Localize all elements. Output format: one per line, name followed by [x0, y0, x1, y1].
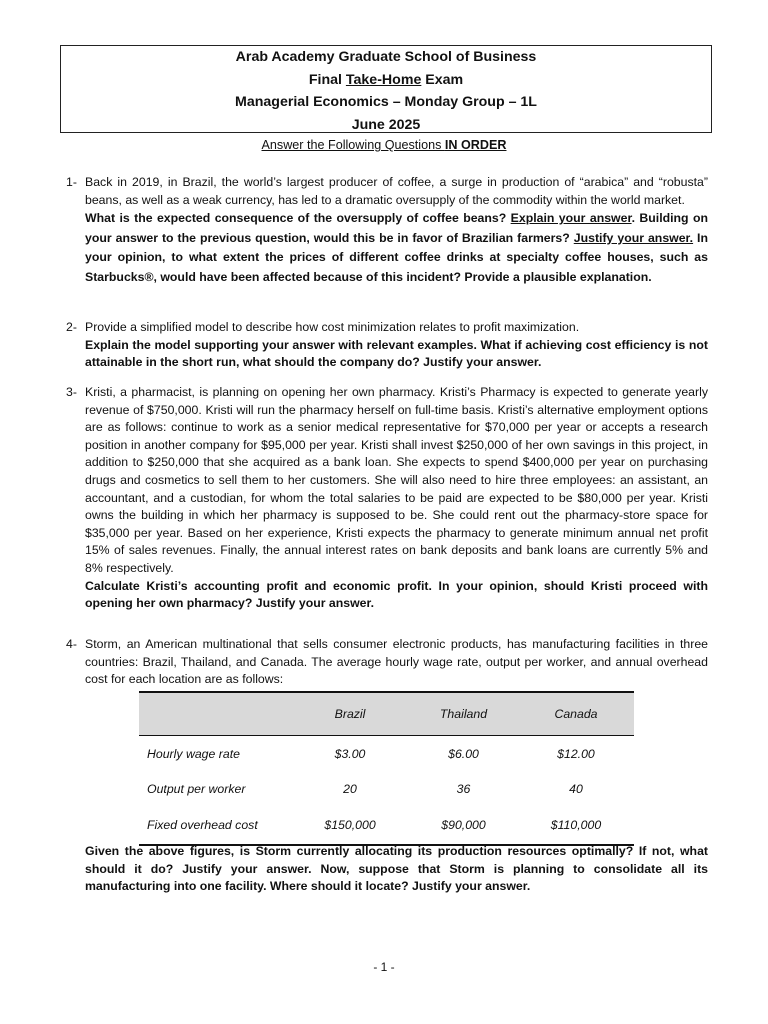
table-header-cell: Canada: [518, 692, 634, 736]
question-4-intro: Storm, an American multinational that sells consumer electronic products, has manufacturing facilities in three countries: Brazil, Thailand, and Canada. The average hourly wage rate, output per worker, and annual overhead cost for each location are as follows:: [85, 637, 708, 687]
table-cell: $150,000: [291, 806, 409, 845]
table-cell: $6.00: [448, 746, 479, 761]
exam-title-suffix: Exam: [421, 71, 464, 88]
instruction-line: [0, 138, 768, 152]
page-number: - 1 -: [373, 960, 395, 974]
question-4: [66, 636, 708, 689]
table-header-row: [139, 692, 634, 736]
table-cell: 36: [456, 781, 471, 796]
question-1-prompt: What is the expected consequence of the oversupply of coffee beans? Explain your answer. Building on your answer to the previous question, would this be in favor of Brazilian farmers? Justify your answer. In your opinion, to what extent the prices of different coffee drinks at specialty coffee houses, such as Starbucks®, would have been affected because of this incident? Provide a plausible explanation.: [85, 211, 708, 284]
course-name: Managerial Economics – Monday Group – 1L: [235, 94, 537, 110]
instruction-text: Answer the Following Questions IN ORDER: [261, 138, 507, 152]
table-row-label: Output per worker: [147, 781, 246, 796]
table-header-cell: Thailand: [409, 692, 518, 736]
location-cost-table: [139, 691, 634, 846]
instruction-emphasis: IN ORDER: [444, 138, 507, 152]
table-cell: 40: [569, 781, 583, 796]
table-row: [139, 806, 634, 845]
table-row-label: Hourly wage rate: [147, 746, 240, 761]
question-2-prompt: Explain the model supporting your answer with relevant examples. What if achieving cost efficiency is not attainable in the short run, what should the company do? Justify your answer.: [85, 337, 708, 370]
table-row-label: Fixed overhead cost: [139, 806, 291, 845]
table-cell: $90,000: [409, 806, 518, 845]
question-1: [66, 174, 708, 287]
exam-header-box: [60, 45, 712, 133]
exam-title-underlined: Take-Home: [345, 71, 422, 88]
table-cell: $110,000: [518, 806, 634, 845]
question-2-intro: Provide a simplified model to describe how cost minimization relates to profit maximization.: [85, 320, 580, 334]
question-number: 1-: [66, 175, 77, 189]
table-cell: $3.00: [334, 746, 366, 761]
question-1-intro: Back in 2019, in Brazil, the world’s largest producer of coffee, a surge in production of “arabica” and “robusta” beans, as well as a weak currency, has led to a dramatic oversupply of the commodity within the world market.: [85, 175, 708, 207]
question-3-intro: Kristi, a pharmacist, is planning on opening her own pharmacy. Kristi’s Pharmacy is expected to generate yearly revenue of $750,000. Kristi will run the pharmacy herself on full-time basis. Kristi’s alternative employment options are as follows: continue to work as a senior medical representative for $70,000 per year or accepts a research position in another company for $95,000 per year. Kristi shall invest $250,000 of her own savings in this project, in addition to $250,000 that she acquired as a bank loan. She expects to spend $400,000 per year on purchasing drugs and cosmetics to sell them to her customers. She will also need to hire three employees: an assistant, an accountant, and a custodian, for whom the total salaries to be paid are expected to be $80,000 per year. Kristi owns the building in which her pharmacy is supposed to be. She could rent out the pharmacy-store space for $35,000 per year. Based on her experience, Kristi expects the pharmacy to generate minimum annual net profit 15% of sales revenues. Finally, the annual interest rates on bank deposits and bank loans are currently 5% and 8% respectively.: [85, 385, 708, 575]
explain-emphasis: Explain your answer: [510, 211, 632, 226]
exam-title: [61, 69, 711, 92]
justify-emphasis: Justify your answer.: [573, 230, 694, 245]
question-number: 4-: [66, 637, 77, 651]
question-number: 3-: [66, 385, 77, 399]
question-4-prompt: Given the above figures, is Storm currently allocating its production resources optimally? If not, what should it do? Justify your answer. Now, suppose that Storm is planning to consolidate all its manufacturing into one facility. Where should it locate? Justify your answer.: [85, 844, 708, 893]
question-number: 2-: [66, 320, 77, 334]
table-header-cell: [139, 692, 291, 736]
question-3: [66, 384, 708, 613]
question-2: [66, 319, 708, 372]
table-cell: 20: [343, 781, 357, 796]
school-name: Arab Academy Graduate School of Business: [235, 49, 537, 65]
table-cell: $12.00: [557, 746, 595, 761]
table-row: [139, 771, 634, 806]
table-row: [139, 736, 634, 772]
exam-title-prefix: Final: [308, 71, 346, 88]
table-header-cell: Brazil: [291, 692, 409, 736]
question-3-prompt: Calculate Kristi’s accounting profit and economic profit. In your opinion, should Kristi proceed with opening her own pharmacy? Justify your answer.: [85, 578, 708, 611]
exam-date: June 2025: [351, 116, 421, 133]
